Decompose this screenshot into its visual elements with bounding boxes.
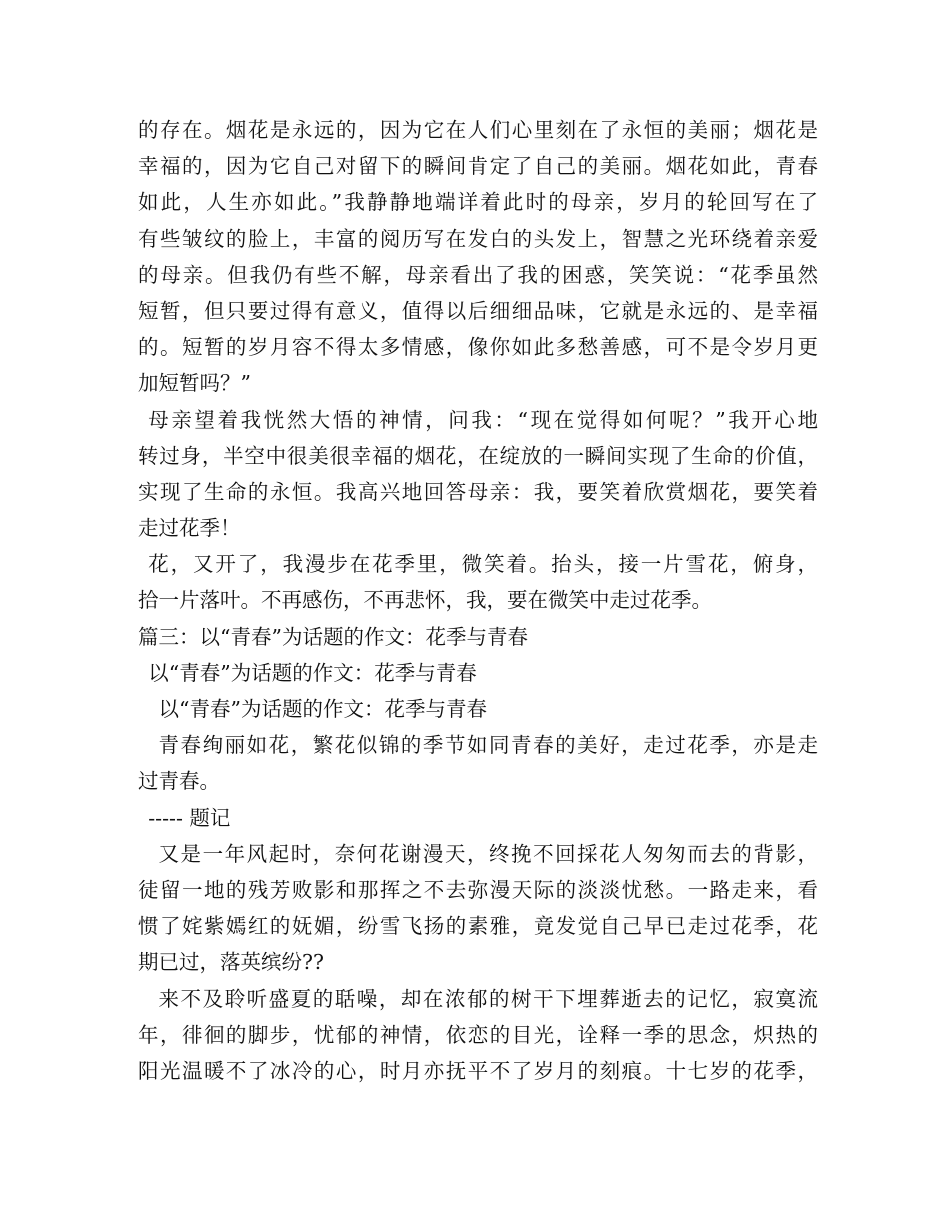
text-line: 期已过，落英缤纷?? <box>138 950 324 975</box>
text-line: 花，又开了，我漫步在花季里，微笑着。抬头，接一片雪花，俯身， <box>148 552 818 577</box>
text-line: 的母亲。但我仍有些不解，母亲看出了我的困惑，笑笑说：“花季虽然 <box>138 262 818 287</box>
text-line: 走过花季！ <box>138 516 241 541</box>
text-line: 以“青春”为话题的作文：花季与青春 <box>148 660 477 685</box>
text-line: 如此，人生亦如此。”我静静地端详着此时的母亲，岁月的轮回写在了 <box>138 190 818 215</box>
epigraph-note: ----- 题记 <box>148 805 231 830</box>
text-line: 又是一年风起时，奈何花谢漫天，终挽不回採花人匆匆而去的背影， <box>158 841 818 866</box>
text-line: 来不及聆听盛夏的聒噪，却在浓郁的树干下埋葬逝去的记忆，寂寞流 <box>158 986 818 1011</box>
text-line: 加短暂吗？” <box>138 371 251 396</box>
text-line: 实现了生命的永恒。我高兴地回答母亲：我，要笑着欣赏烟花，要笑着 <box>138 479 818 504</box>
text-line: 有些皱纹的脸上，丰富的阅历写在发白的头发上，智慧之光环绕着亲爱 <box>138 226 818 251</box>
text-line: 惯了姹紫嫣红的妩媚，纷雪飞扬的素雅，竟发觉自己早已走过花季，花 <box>138 914 818 939</box>
text-line: 以“青春”为话题的作文：花季与青春 <box>158 697 487 721</box>
text-line: 的存在。烟花是永远的，因为它在人们心里刻在了永恒的美丽；烟花是 <box>138 118 818 142</box>
text-line: 的。短暂的岁月容不得太多情感，像你如此多愁善感，可不是令岁月更 <box>138 335 818 360</box>
text-line: 徒留一地的残芳败影和那挥之不去弥漫天际的淡淡忧愁。一路走来，看 <box>138 877 818 902</box>
text-line: 拾一片落叶。不再感伤，不再悲怀，我，要在微笑中走过花季。 <box>138 588 712 613</box>
text-line: 年，徘徊的脚步，忧郁的神情，依恋的目光，诠释一季的思念，炽热的 <box>138 1022 818 1047</box>
text-line: 转过身，半空中很美很幸福的烟花，在绽放的一瞬间实现了生命的价值， <box>138 443 818 468</box>
section-heading: 篇三：以“青春”为话题的作文：花季与青春 <box>138 624 528 649</box>
text-line: 青春绚丽如花，繁花似锦的季节如同青春的美好，走过花季，亦是走 <box>158 733 818 758</box>
text-line: 阳光温暖不了冰冷的心，时月亦抚平不了岁月的刻痕。十七岁的花季， <box>138 1058 818 1083</box>
text-line: 母亲望着我恍然大悟的神情，问我：“现在觉得如何呢？”我开心地 <box>148 407 818 432</box>
document-body <box>138 112 818 1089</box>
text-line: 幸福的，因为它自己对留下的瞬间肯定了自己的美丽。烟花如此，青春 <box>138 154 818 179</box>
text-line: 短暂，但只要过得有意义，值得以后细细品味，它就是永远的、是幸福 <box>138 298 818 323</box>
text-line: 过青春。 <box>138 769 220 794</box>
